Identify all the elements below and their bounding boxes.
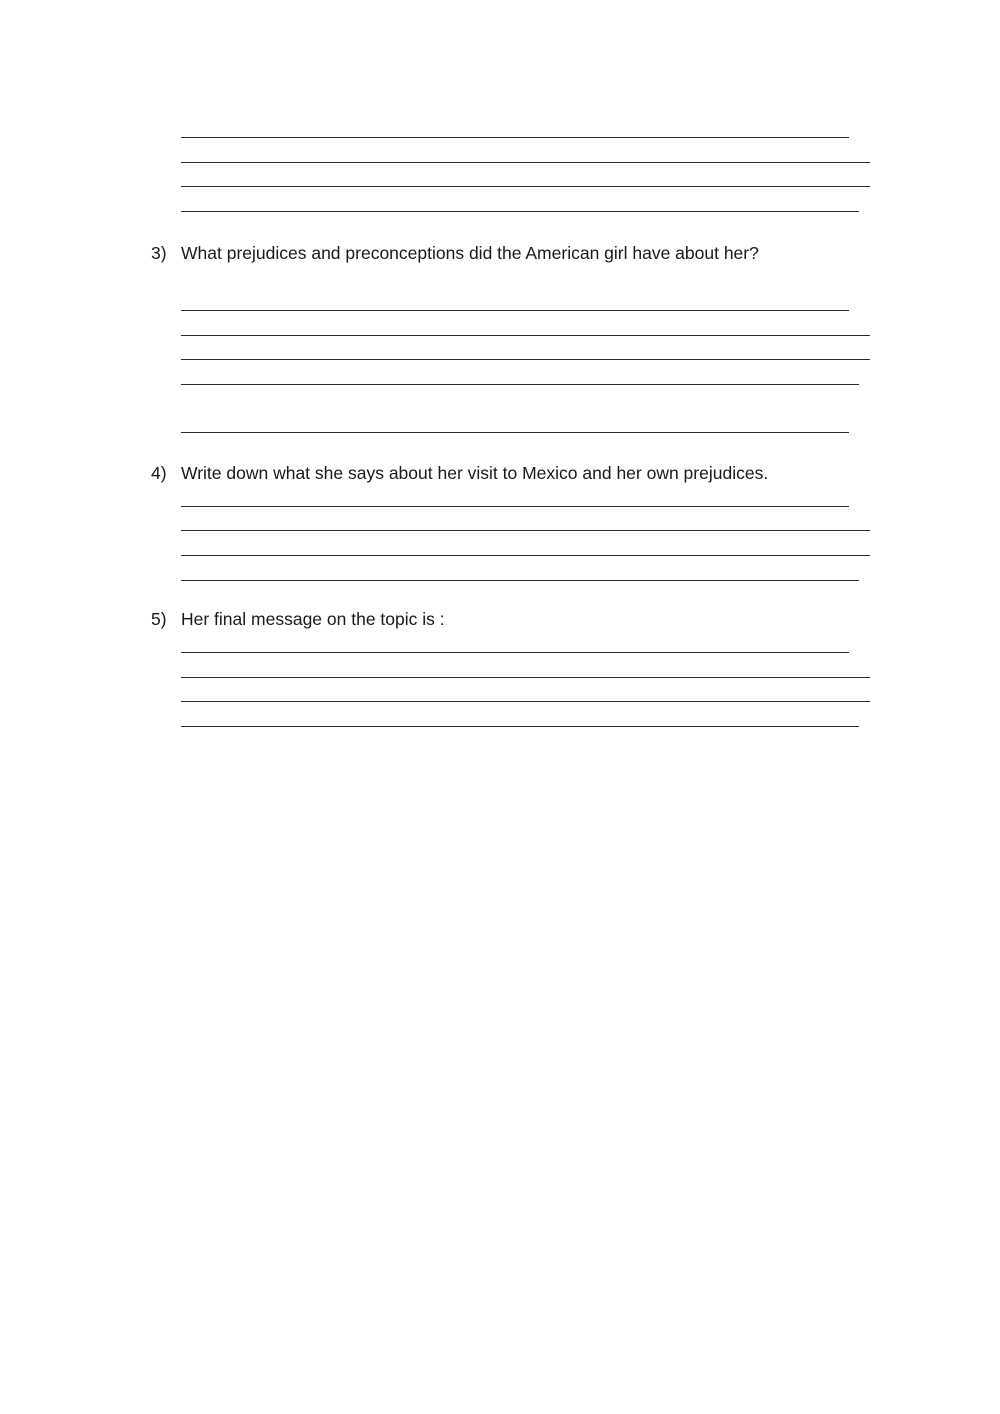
question-5 [151,609,445,629]
question-number: 4) [151,463,167,483]
answer-line[interactable] [181,186,870,187]
answer-line[interactable] [181,137,849,138]
answer-line[interactable] [181,335,870,336]
answer-line[interactable] [181,555,870,556]
answer-line[interactable] [181,432,849,433]
answer-line[interactable] [181,384,859,385]
question-text: Her final message on the topic is : [181,609,445,629]
answer-line[interactable] [181,506,849,507]
question-3 [151,243,759,263]
answer-line[interactable] [181,211,859,212]
question-4 [151,463,768,483]
answer-line[interactable] [181,580,859,581]
answer-line[interactable] [181,162,870,163]
answer-line[interactable] [181,310,849,311]
answer-line[interactable] [181,359,870,360]
answer-line[interactable] [181,677,870,678]
question-text: What prejudices and preconceptions did the American girl have about her? [181,243,759,263]
question-text: Write down what she says about her visit to Mexico and her own prejudices. [181,463,769,483]
question-number: 5) [151,609,167,629]
answer-line[interactable] [181,726,859,727]
question-number: 3) [151,243,167,263]
answer-line[interactable] [181,652,849,653]
answer-line[interactable] [181,530,870,531]
answer-line[interactable] [181,701,870,702]
